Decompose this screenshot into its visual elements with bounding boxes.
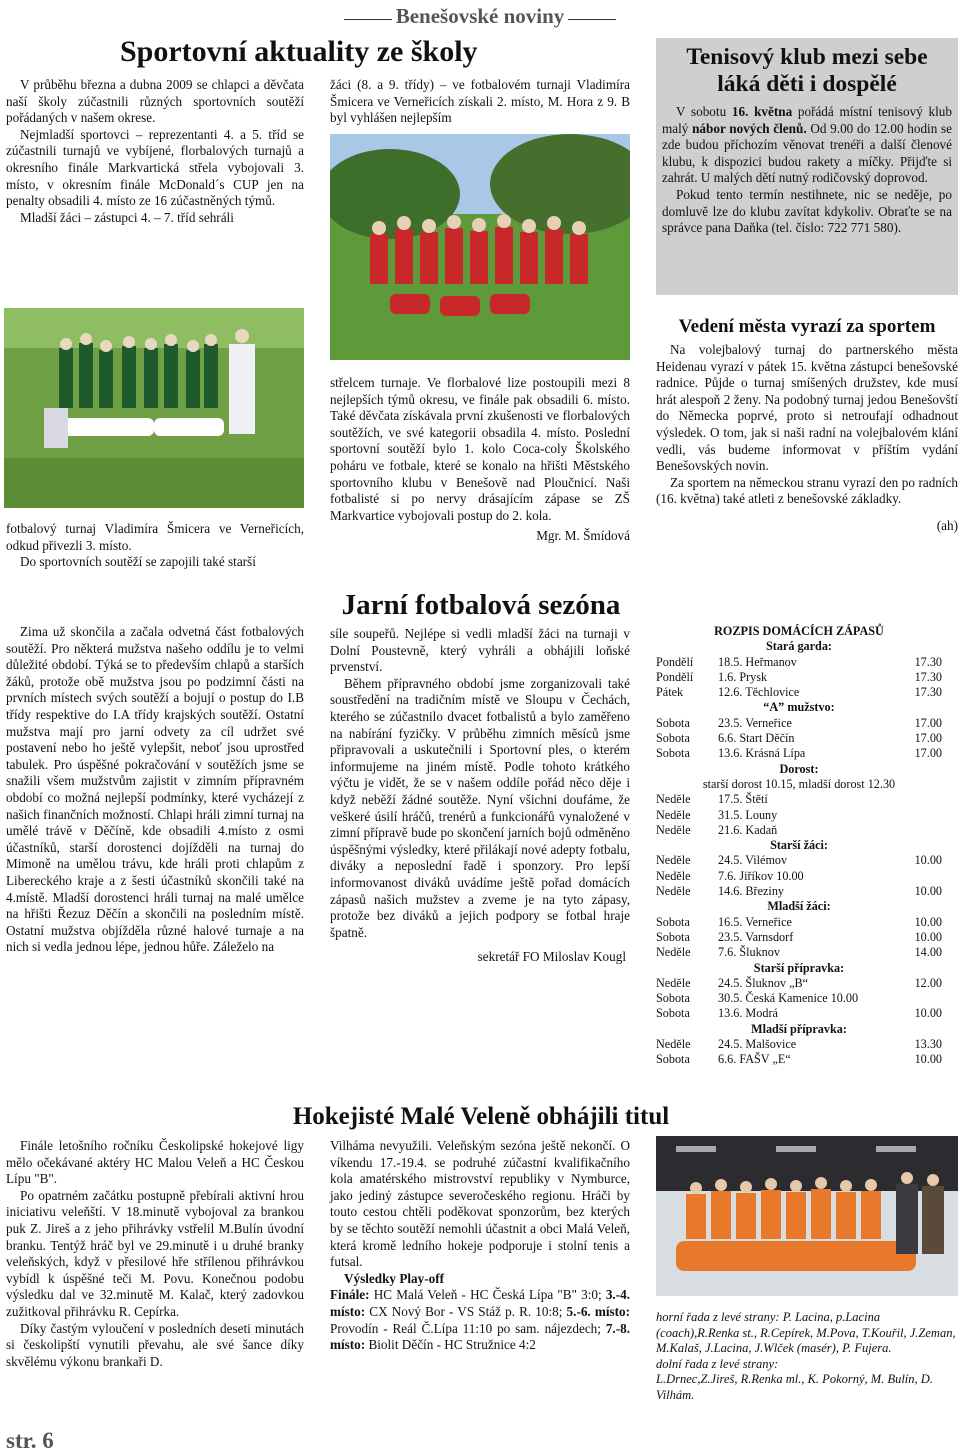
schedule-match: 14.6. Březiny [718,884,785,899]
article-school-col2-bottom: střelcem turnaje. Ve florbalové lize postoupili mezi 8 nejlepších týmů okresu, ve finále pak obsadili 6. místo. Také děvčata získávala první zkušenosti ve florbalových soutěžích, ve své kategorii obsadila 4. místo. Poslední sportovní soutěží bylo 1. kolo Coca-coly Školského poháru ve fotbale, které se konalo na hřišti Městského sportovního klubu v Benešově nad Ploučnicí. Naši fotbalisté si po nervy drásajícím zápase se ZŠ Markvartice vybojovali postup do 2. kola. Mgr. M. Šmídová [330,375,630,544]
schedule-match: 23.5. Varnsdorf [718,929,794,944]
schedule-day: Neděle [656,884,691,899]
schedule-day: Neděle [656,945,691,960]
schedule-time: 10.00 [914,1052,942,1067]
tennis-club-box [656,38,958,295]
schedule-row [656,716,942,731]
schedule-match: 31.5. Louny [718,807,778,822]
schedule-time: 13.30 [914,1037,942,1052]
schedule-match: 30.5. Česká Kamenice 10.00 [718,991,859,1006]
hockey-photo-caption: horní řada z levé strany: P. Lacina, p.Lacina (coach),R.Renka st., R.Cepírek, M.Pova, T.Kouřil, J.Zeman, M.Kalaš, J.Lacina, J.Wlček (masér), P. Fujera. dolní řada z levé strany: L.Drnec,Z.Jireš, R.Renka ml., K. Pokorný, M. Bulín, D. Vilhám. [656,1310,956,1402]
schedule-time: 17.00 [914,715,942,730]
schedule-time: 10.00 [914,929,942,944]
schedule-day: Neděle [656,1037,691,1052]
schedule-time [892,792,942,807]
schedule-match: 6.6. FAŠV „E“ [718,1052,791,1067]
schedule-title: ROZPIS DOMÁCÍCH ZÁPASŮ [714,624,884,638]
masthead: Benešovské noviny [330,4,630,29]
schedule-row [656,1037,942,1052]
schedule-time [892,823,942,838]
schedule-time: 14.00 [914,945,942,960]
schedule-day: Sobota [656,715,690,730]
article-football-col2: síle soupeřů. Nejlépe si vedli mladší žáci na turnaji v Dolní Poustevně, který vyhráli a obhájili loňské prvenství. Během přípravného období jsme zorganizovali také soustředění na tradičním místě ve Sloupu v Čechách, kterého se zúčastnilo dvacet fotbalistů a bylo zaměřeno na nabírání fyzičky. V průběhu zimních měsíců jsme připravovali a uskutečnili i Sportovní ples, o kterém informujeme na jiném místě. Podle tohoto krátkého výčtu je vidět, že se v našem oddíle pořád něco děje i když neběží žádné soutěže. Nyní všichni doufáme, že veškeré úsilí hráčů, trenérů a funkcionářů vynaložené v zimní přípravě bude po skončení jarních bojů odměněno úspěšnými výsledky, které přilákají nové adepty fotbalu, diváky a neposlední řadě i sponzory. Pro lepší informovanost diváků uvádíme ještě pořad domácích zápasů našich mužstev a zveme je na tyto zápasy, protože bez diváků a jejich podpory se fotbal hraje špatně. sekretář FO Miloslav Kougl [330,626,630,965]
schedule-time: 10.00 [914,914,942,929]
schedule-day: Sobota [656,991,690,1006]
schedule-match: 13.6. Modrá [718,1006,778,1021]
schedule-day: Neděle [656,975,691,990]
schedule-row [656,991,942,1006]
photo-hockey-team [656,1136,958,1296]
schedule-time [892,808,942,823]
schedule-match: 12.6. Těchlovice [718,685,800,700]
article-title-tennis: Tenisový klub mezi sebe láká děti i dospělé [686,44,928,97]
schedule-time: 17.00 [914,746,942,761]
article-title-town-sport: Vedení města vyrazí za sportem [678,316,936,337]
article-town-sport-text: Na volejbalový turnaj do partnerského města Heidenau vyrazí v pátek 15. května zástupci benešovské radnice. Půjde o turnaj smíšených družstev, kde musí hrát alespoň 2 ženy. Na podobný turnaj jedou Benešovští do Německa poprvé, proto si netroufají odhadnout výsledek. O tom, jak si naši radní na volejbalovém klání vedli, vás budeme informovat v příštím vydání Benešovských novin. Za sportem na německou stranu vyrazí den po radních (16. května) také atleti z benešovské základky. (ah) [656,342,958,533]
schedule-match: 6.6. Start Děčín [718,731,795,746]
schedule-match: 17.5. Štětí [718,792,768,807]
schedule-day: Neděle [656,822,691,837]
schedule-row [656,746,942,761]
article-football-col1: Zima už skončila a začala odvetná část fotbalových soutěží. Pro některá mužstva našeho oddílu je to velmi důležité období. Týká se to především chlapů a starších žáků, protože obě mužstva jsou po podzimní části na prvních místech svých soutěží a bojují o postup do I.B třídy respektive do I.A třídy krajských soutěží. Ostatní mužstva mají pro jarní odvety za cíl udržet své postavení nebo ho ještě vylepšit, neboť jsou uprostřed tabulek. Pro úspěšné pokračování v soutěžích jsme se snažili všem mužstvům zajistit v zimním přípravném období co možná nejlepší podmínky, které vycházejí z našich finančních možností. Chlapi hráli zimní turnaj na umělé trávě v Děčíně, kde obsadili 4.místo z osmi účastníků, starší dorostenci dojížděli na turnaj do Mimoně na umělou trávu, kde hráli proti chlapům z Libereckého kraje a z šesti účastníků skončili také na 4.místě. Mladší dorostenci hráli turnaj na malé umělce na hřišti Řezuz Děčín a skončili na posledním místě. Ostatní mužstva objížděla různé halové turnaje a na nich si vedla jednou lépe, jednou hůře. Záleželo na [6,624,304,955]
article-title-spring-football: Jarní fotbalová sezóna [341,589,621,621]
article-school-col1-continuation: fotbalový turnaj Vladimíra Šmicera ve Verneřicích, odkud přivezli 3. místo. Do sportovních soutěží se zapojili také starší [6,521,304,570]
schedule-time: 17.00 [914,731,942,746]
home-match-schedule [656,624,942,1068]
schedule-day: Sobota [656,1052,690,1067]
schedule-match: 16.5. Verneřice [718,914,792,929]
schedule-day: Pondělí [656,654,694,669]
schedule-time: 10.00 [914,884,942,899]
article-school-col1-top: V průběhu března a dubna 2009 se chlapci a děvčata naší školy zúčastnili různých sportovních soutěží pořádaných v našem okrese. Nejmladší sportovci – reprezentanti 4. a 5. tříd se zúčastnili turnajů ve vybíjené, florbalových turnajů a okresního finále Markvartická střela vybojovali 3. místo, v okresním finále McDonald´s CUP jen na penalty obsadili 4. místo ze 16 zúčastněných týmů. Mladší žáci – zástupci 4. – 7. tříd sehráli [6,77,304,225]
schedule-match: 7.6. Jiříkov 10.00 [718,868,804,883]
schedule-match: 24.5. Vilémov [718,853,788,868]
schedule-day: Pátek [656,685,684,700]
schedule-match: 21.6. Kadaň [718,822,778,837]
schedule-row [656,930,942,945]
schedule-row [656,915,942,930]
schedule-section-title: Starší žáci: [770,838,828,853]
schedule-match: 7.6. Šluknov [718,945,780,960]
schedule-day: Sobota [656,731,690,746]
schedule-row [656,1006,942,1021]
schedule-row [656,853,942,868]
article-school-col2-top: žáci (8. a 9. třídy) – ve fotbalovém turnaji Vladimíra Šmicera ve Verneřicích získali 2. místo, M. Hora z 9. B byl vyhlášen nejlepším [330,77,630,126]
schedule-time: 10.00 [914,853,942,868]
schedule-row [656,869,942,884]
schedule-row [656,823,942,838]
schedule-section-title: Mladší přípravka: [751,1021,847,1036]
schedule-section-title: Starší přípravka: [753,960,845,975]
schedule-day: Neděle [656,807,691,822]
schedule-day: Neděle [656,868,691,883]
schedule-row [656,884,942,899]
schedule-match: 18.5. Heřmanov [718,654,797,669]
schedule-match: 13.6. Krásná Lípa [718,746,806,761]
photo-school-football-team [4,308,304,508]
schedule-time: 17.30 [914,685,942,700]
schedule-section-title: Dorost: [779,761,819,776]
schedule-day: Pondělí [656,669,694,684]
schedule-row [656,655,942,670]
schedule-row [656,945,942,960]
article-hockey-col2: Vilháma nevyužili. Veleňským sezóna ještě nekončí. O víkendu 17.-19.4. se podruhé zúčastní kvalifikačního kola amatérského mistrovství republiky v Nymburce, jako jediný zástupce severočeského regionu. Hráči by touto cestou chtěli poděkovat sponzorům, bez kterých by se těchto soutěží nemohli účastnit a obci Malá Veleň, která kromě ledního hokeje podporuje i stolní tenis a futsal. Výsledky Play-off Finále: HC Malá Veleň - HC Česká Lípa "B" 3:0; 3.-4. místo: CX Nový Bor - VS Stáž p. R. 10:8; 5.-6. místo: Provodín - Reál Č.Lípa 11:10 po sam. nájezdech; 7.-8. místo: Biolit Děčín - HC Stružnice 4:2 [330,1138,630,1353]
schedule-match: 1.6. Prysk [718,669,768,684]
schedule-row [656,808,942,823]
schedule-row [656,976,942,991]
schedule-day: Sobota [656,1006,690,1021]
schedule-time: 10.00 [914,1006,942,1021]
schedule-time: 17.30 [914,654,942,669]
schedule-match: 23.5. Verneřice [718,715,792,730]
article-title-school-sports: Sportovní aktuality ze školy [120,35,478,68]
schedule-day: Sobota [656,746,690,761]
schedule-time: 17.30 [914,669,942,684]
schedule-row [656,731,942,746]
article-title-hockey: Hokejisté Malé Veleně obhájili titul [292,1103,670,1130]
article-hockey-col1: Finále letošního ročníku Českolipské hokejové ligy mělo očekávané aktéry HC Malou Veleň a HC Českou Lípu "B". Po opatrném začátku postupně přebírali aktivní hrou iniciativu veleňští. V 18.minutě vybojoval za brankou puk Z. Jireš a z jeho přihrávky vstřelil M.Bulín úvodní branku. Tentýž hráč byl ve 29.minutě i u druhé branky veleňských, když v přesilové hře střílenou přihrávkou vybídl k úspěšné teči M. Povu. Konečnou podobu výsledku dal ve 32.minutě M. Kalač, který zadovkou zužitkoval přihrávku R. Cepírka. Díky častým vyloučení v posledních deseti minutách si českolipští vynutili převahu, ale své šance díky skvělému výkonu brankaři D. [6,1138,304,1369]
schedule-day: Sobota [656,929,690,944]
schedule-day: Neděle [656,792,691,807]
schedule-section-title: Stará garda: [765,639,832,654]
schedule-section-title: “A” mužstvo: [763,700,835,715]
page-number: str. 6 [6,1428,54,1453]
tennis-text: V sobotu 16. května pořádá místní tenisový klub malý nábor nových členů. Od 9.00 do 12.00 hodin se zde budou příchozím věnovat trenéři a další členové klubu, k dispozici budou rakety a míčky. Přijďte si zahrát. U malých dětí nutný rodičovský doprovod. Pokud tento termín nestihnete, nic se neděje, po domluvě lze do klubu zavítat kdykoliv. Obraťte se na správce pana Daňka (tel. číslo: 722 771 580). [662,104,952,236]
schedule-section-note: starší dorost 10.15, mladší dorost 12.30 [702,776,896,791]
schedule-section-title: Mladší žáci: [767,899,831,914]
schedule-row [656,685,942,700]
schedule-time [892,991,942,1006]
schedule-row [656,792,942,807]
schedule-match: 24.5. Šluknov „B“ [718,975,809,990]
schedule-match: 24.5. Malšovice [718,1037,797,1052]
schedule-day: Sobota [656,914,690,929]
schedule-time [892,869,942,884]
schedule-time: 12.00 [914,975,942,990]
schedule-row [656,670,942,685]
schedule-day: Neděle [656,853,691,868]
photo-older-students-team [330,134,630,360]
schedule-row [656,1052,942,1067]
